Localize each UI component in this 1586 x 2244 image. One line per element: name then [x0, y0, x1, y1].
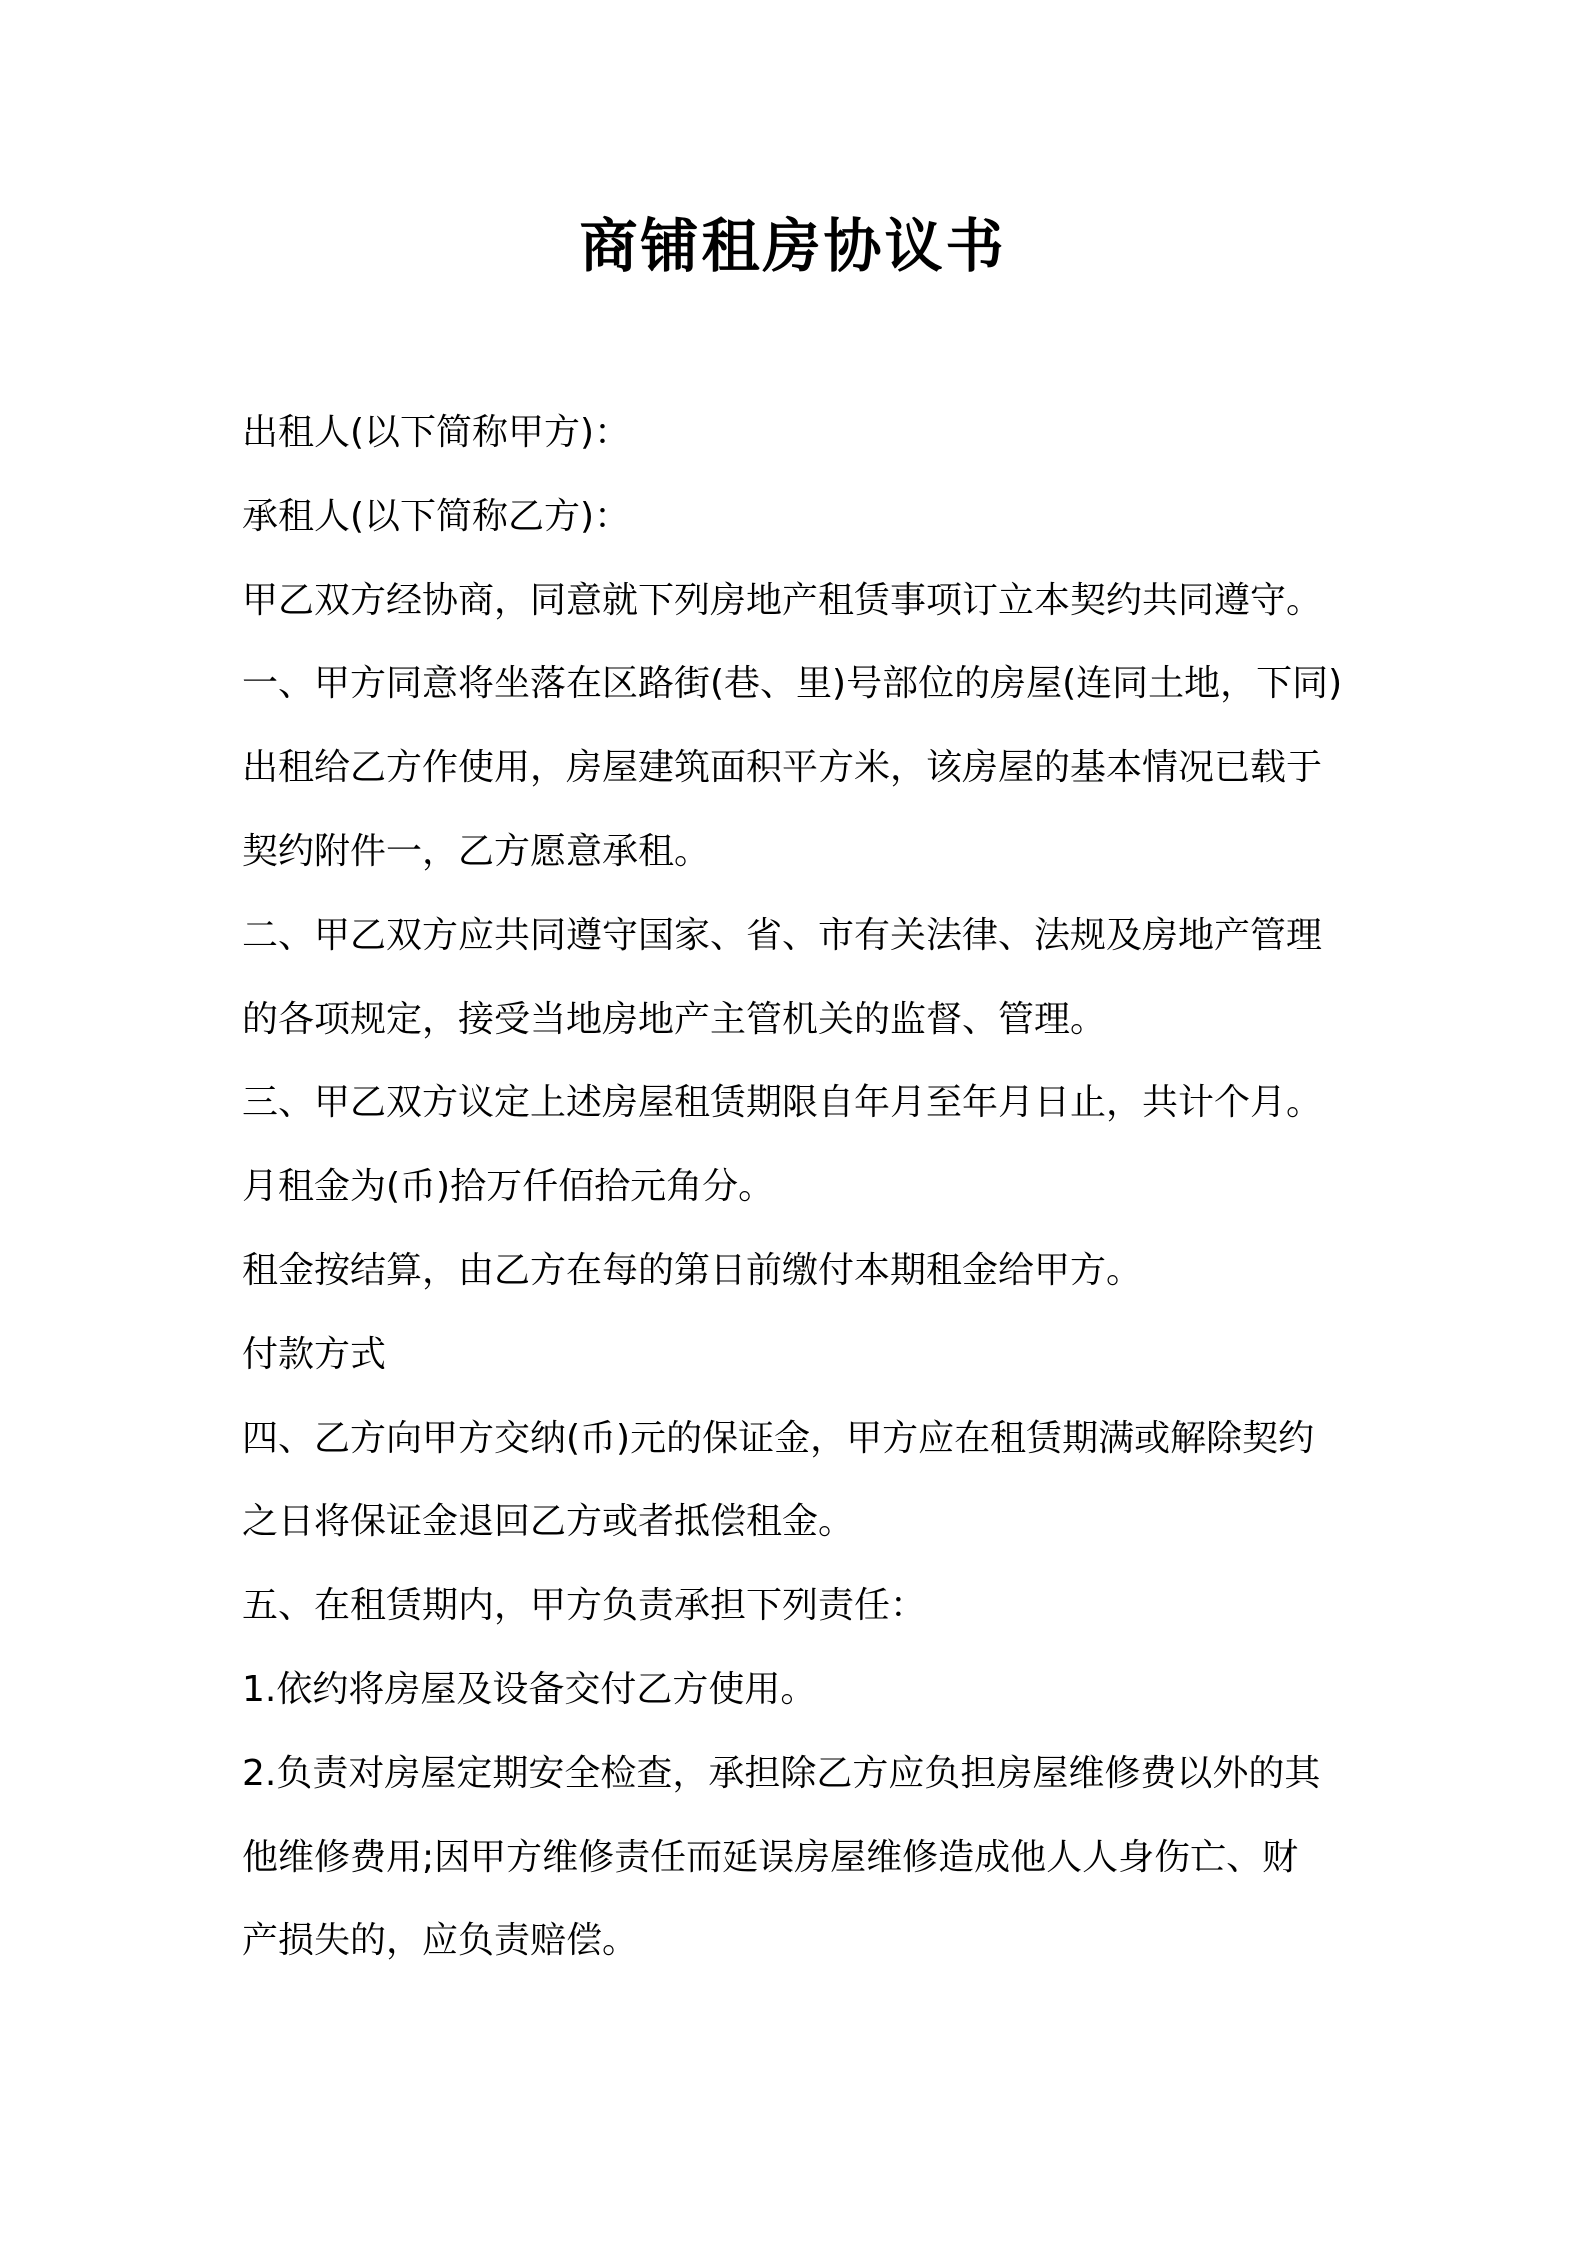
text-line: 月租金为(币)拾万仟佰拾元角分。: [242, 1166, 775, 1207]
text-line: 一、甲方同意将坐落在区路街(巷、里)号部位的房屋(连同土地，下同): [242, 663, 1343, 704]
text-line: 他维修费用;因甲方维修责任而延误房屋维修造成他人人身伤亡、财: [242, 1837, 1299, 1878]
text-line: 产损失的，应负责赔偿。: [242, 1920, 639, 1961]
text-line: 契约附件一，乙方愿意承租。: [242, 831, 711, 872]
text-line: 承租人(以下简称乙方)：: [242, 496, 631, 537]
text-line: 三、甲乙双方议定上述房屋租赁期限自年月至年月日止，共计个月。: [242, 1082, 1323, 1123]
text-line: 之日将保证金退回乙方或者抵偿租金。: [242, 1501, 855, 1542]
text-line: 二、甲乙双方应共同遵守国家、省、市有关法律、法规及房地产管理: [242, 915, 1323, 956]
text-line: 出租人(以下简称甲方)：: [242, 412, 631, 453]
text-line: 五、在租赁期内，甲方负责承担下列责任：: [242, 1585, 927, 1626]
text-line: 租金按结算，由乙方在每的第日前缴付本期租金给甲方。: [242, 1250, 1143, 1291]
text-line: 甲乙双方经协商，同意就下列房地产租赁事项订立本契约共同遵守。: [242, 580, 1323, 621]
text-line: 1.依约将房屋及设备交付乙方使用。: [242, 1669, 817, 1710]
text-line: 2.负责对房屋定期安全检查，承担除乙方应负担房屋维修费以外的其: [242, 1753, 1321, 1794]
text-line: 付款方式: [242, 1334, 387, 1375]
text-line: 的各项规定，接受当地房地产主管机关的监督、管理。: [242, 999, 1107, 1040]
text-line: 出租给乙方作使用，房屋建筑面积平方米，该房屋的基本情况已载于: [242, 747, 1323, 788]
document-title: 商铺租房协议书: [579, 212, 1007, 280]
text-line: 四、乙方向甲方交纳(币)元的保证金，甲方应在租赁期满或解除契约: [242, 1418, 1315, 1459]
